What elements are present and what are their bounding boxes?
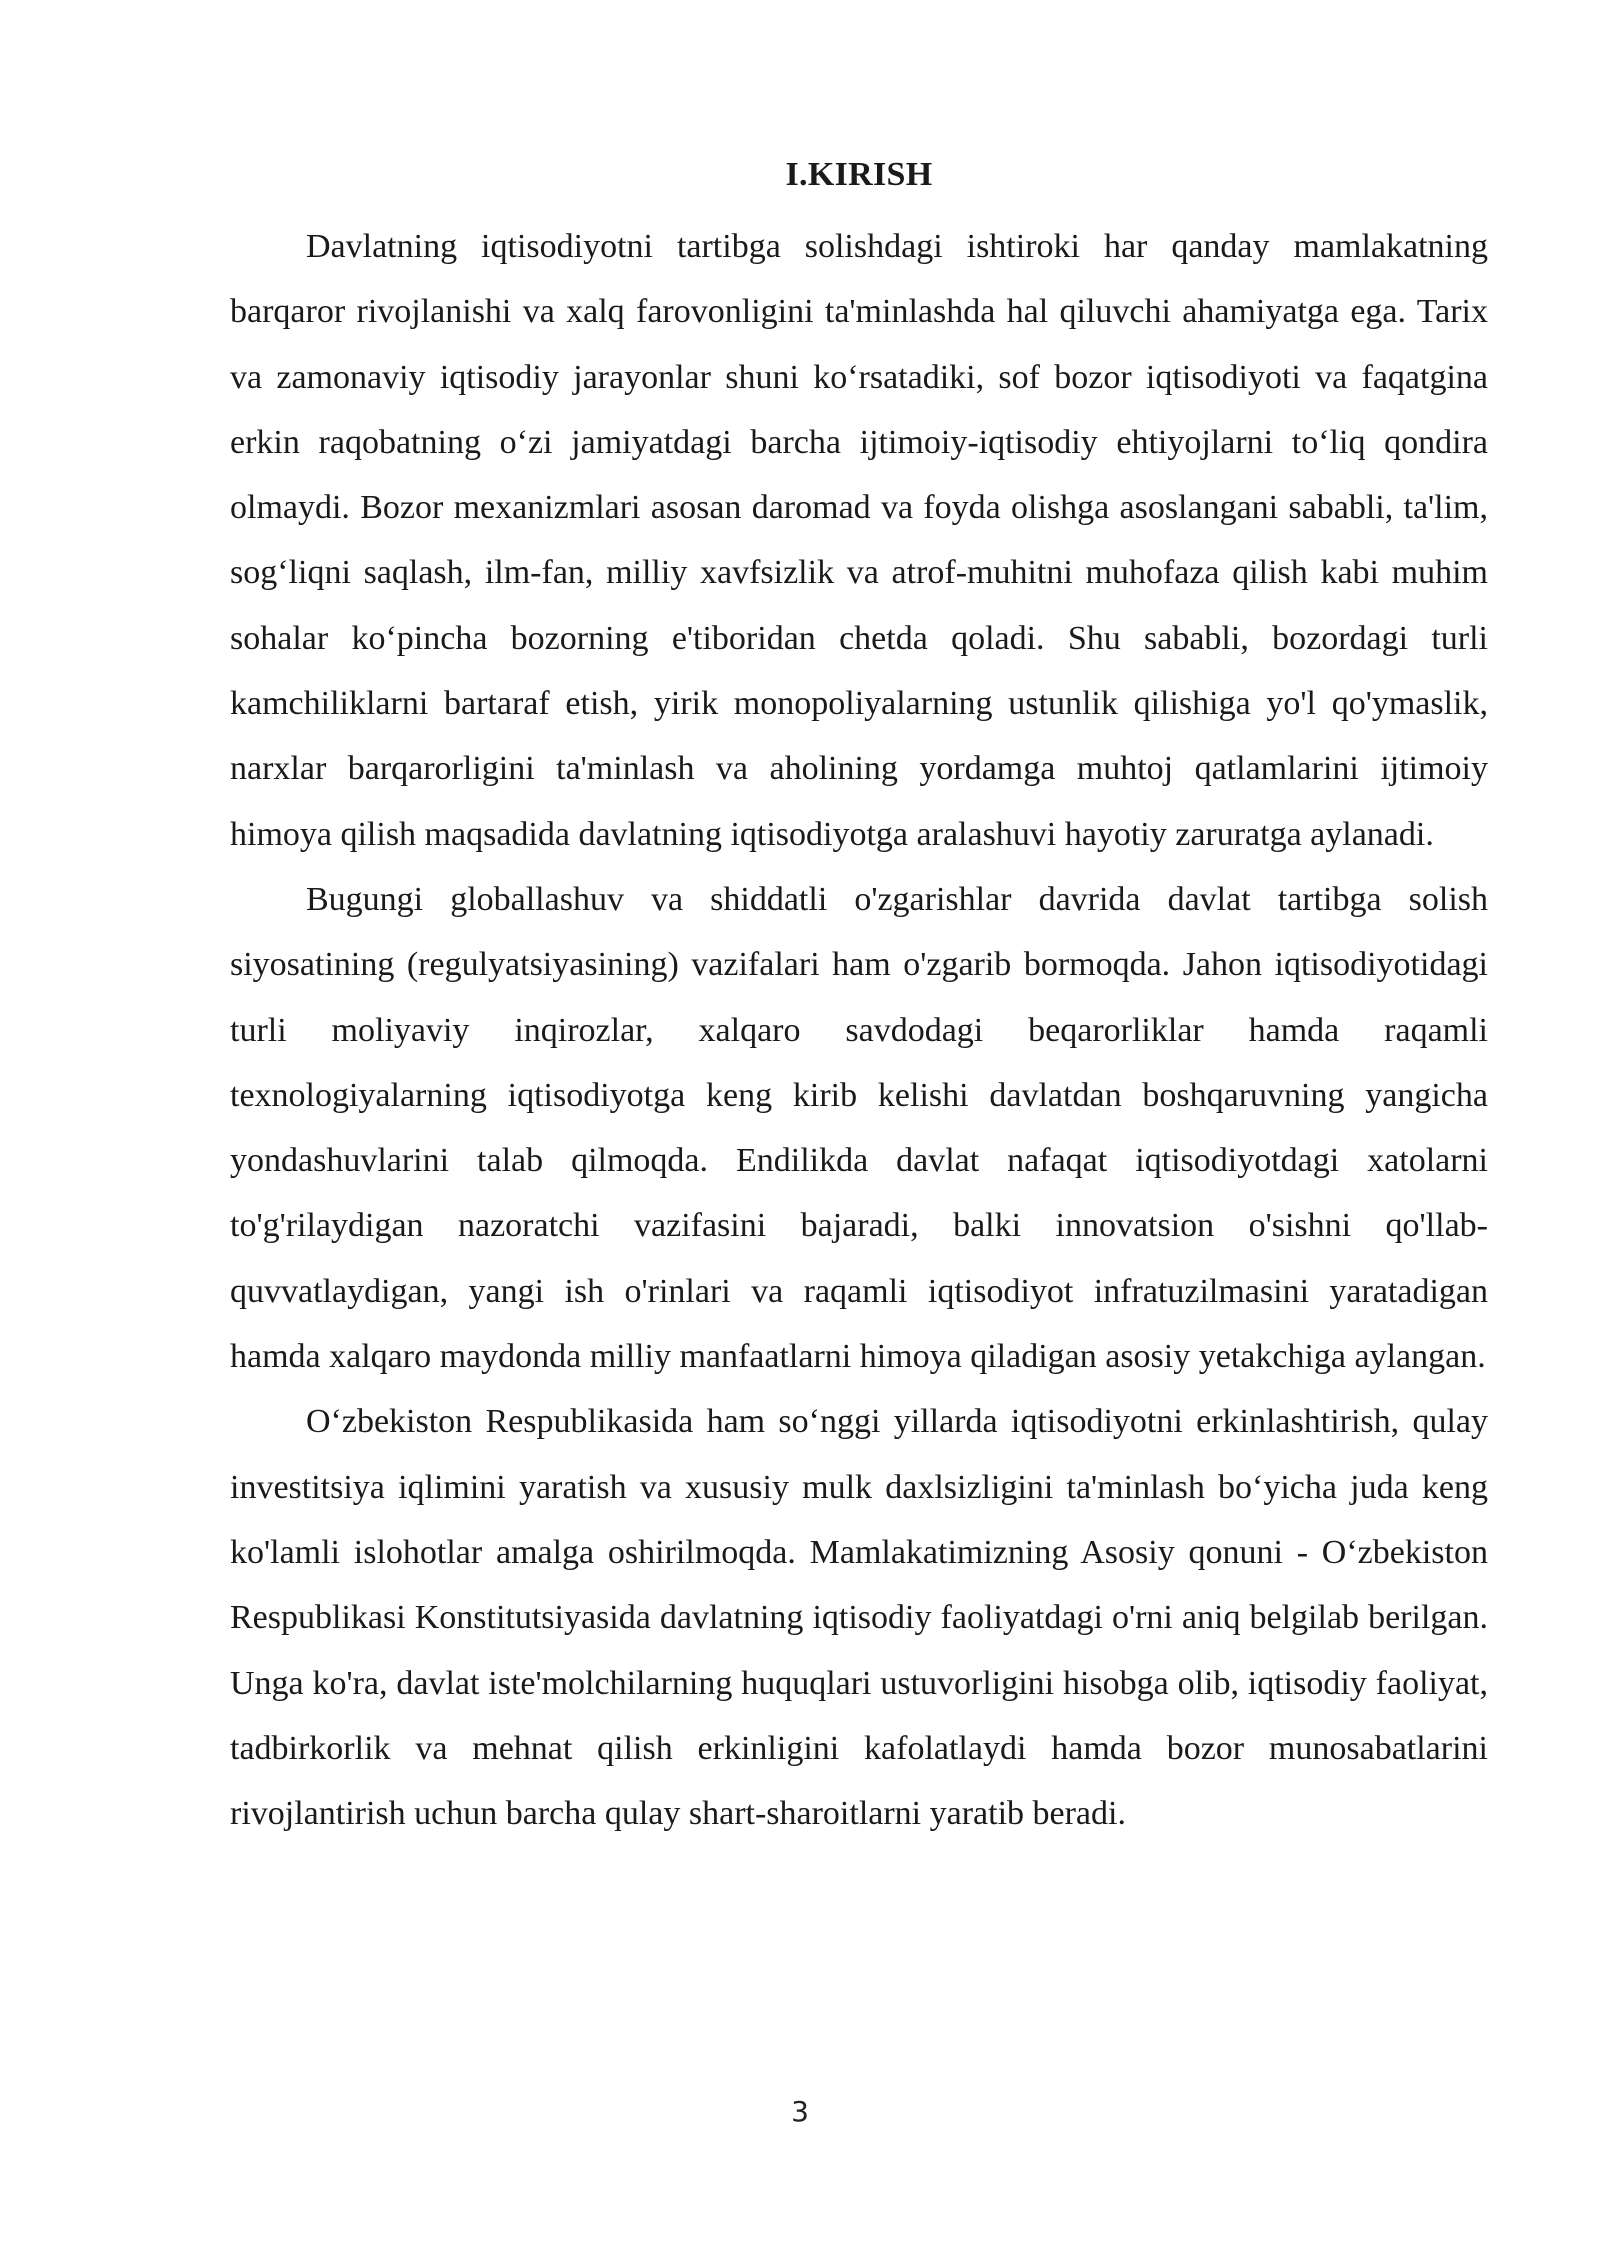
section-heading: I.KIRISH <box>785 156 933 193</box>
paragraph-1: Davlatning iqtisodiyotni tartibga solishdagi ishtiroki har qanday mamlakatning barqaror rivojlanishi va xalq farovonligini ta'minlashda hal qiluvchi ahamiyatga ega. Tarix va zamonaviy iqtisodiy jarayonlar shuni ko‘rsatadiki, sof bozor iqtisodiyoti va faqatgina erkin raqobatning o‘zi jamiyatdagi barcha ijtimoiy-iqtisodiy ehtiyojlarni to‘liq qondira olmaydi. Bozor mexanizmlari asosan daromad va foyda olishga asoslangani sababli, ta'lim, sog‘liqni saqlash, ilm-fan, milliy xavfsizlik va atrof-muhitni muhofaza qilish kabi muhim sohalar ko‘pincha bozorning e'tiboridan chetda qoladi. Shu sababli, bozordagi turli kamchiliklarni bartaraf etish, yirik monopoliyalarning ustunlik qilishiga yo'l qo'ymaslik, narxlar barqarorligini ta'minlash va aholining yordamga muhtoj qatlamlarini ijtimoiy himoya qilish maqsadida davlatning iqtisodiyotga aralashuvi hayotiy zaruratga aylanadi. <box>230 228 1488 853</box>
paragraph-2: Bugungi globallashuv va shiddatli o'zgarishlar davrida davlat tartibga solish siyosatining (regulyatsiyasining) vazifalari ham o'zgarib bormoqda. Jahon iqtisodiyotidagi turli moliyaviy inqirozlar, xalqaro savdodagi beqarorliklar hamda raqamli texnologiyalarning iqtisodiyotga keng kirib kelishi davlatdan boshqaruvning yangicha yondashuvlarini talab qilmoqda. Endilikda davlat nafaqat iqtisodiyotdagi xatolarni to'g'rilaydigan nazoratchi vazifasini bajaradi, balki innovatsion o'sishni qo'llab-quvvatlaydigan, yangi ish o'rinlari va raqamli iqtisodiyot infratuzilmasini yaratadigan hamda xalqaro maydonda milliy manfaatlarni himoya qiladigan asosiy yetakchiga aylangan. <box>230 880 1488 1376</box>
paragraph-3: O‘zbekiston Respublikasida ham so‘nggi yillarda iqtisodiyotni erkinlashtirish, qulay investitsiya iqlimini yaratish va xususiy mulk daxlsizligini ta'minlash bo‘yicha juda keng ko'lamli islohotlar amalga oshirilmoqda. Mamlakatimizning Asosiy qonuni - O‘zbekiston Respublikasi Konstitutsiyasida davlatning iqtisodiy faoliyatdagi o'rni aniq belgilab berilgan. Unga ko'ra, davlat iste'molchilarning huquqlari ustuvorligini hisobga olib, iqtisodiy faoliyat, tadbirkorlik va mehnat qilish erkinligini kafolatlaydi hamda bozor munosabatlarini rivojlantirish uchun barcha qulay shart-sharoitlarni yaratib beradi. <box>230 1403 1488 1833</box>
document-page <box>230 150 1488 1846</box>
page-number: 3 <box>791 2095 809 2128</box>
